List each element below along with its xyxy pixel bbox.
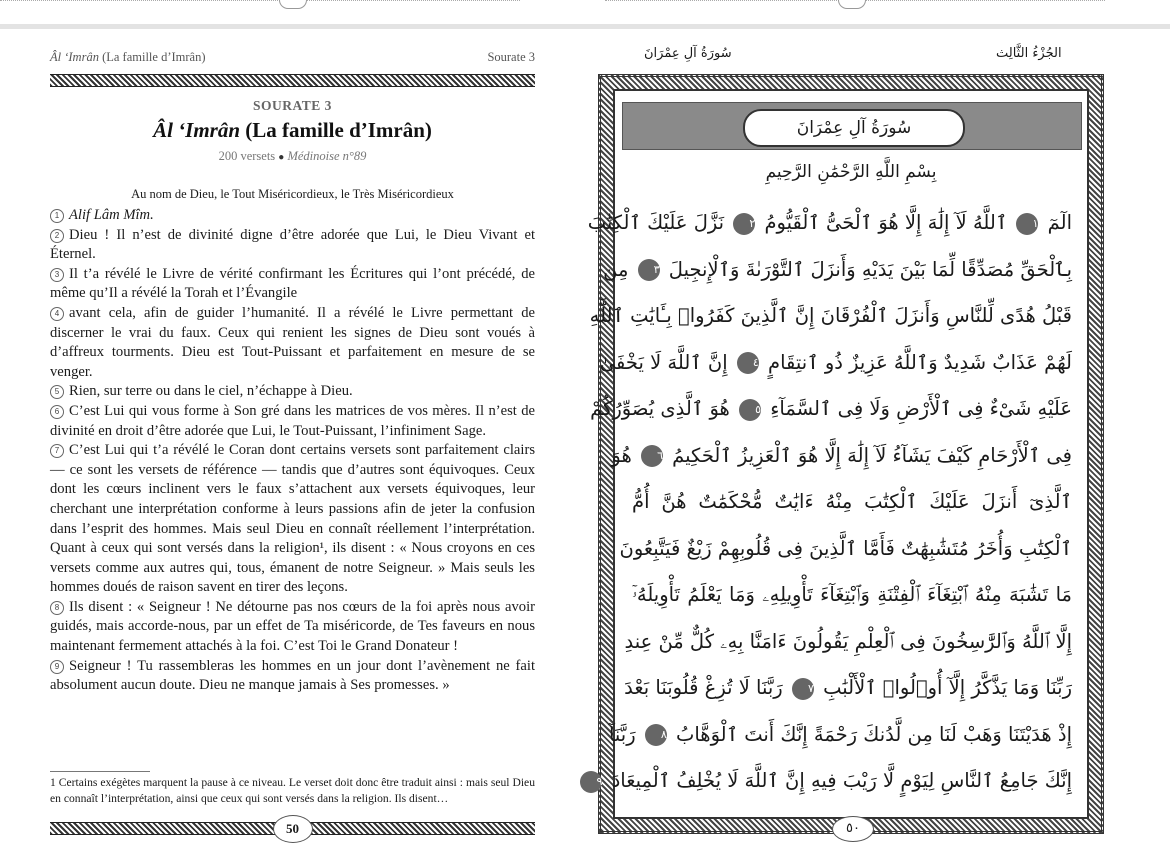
running-head-title-rest: (La famille d’Imrân) [102,50,206,64]
verse-number-icon: 4 [50,307,64,321]
arabic-line: بِٱلْحَقِّ مُصَدِّقًا لِّمَا بَيْنَ يَدَيْهِ وَأَنزَلَ ٱلتَّوْرَىٰةَ وَٱلْإِنجِيلَ ٣ مِن [603,257,1072,281]
verse-2 [50,226,535,265]
running-head-title [50,50,206,65]
verse-text: Ils disent : « Seigneur ! Ne détourne pas nos cœurs de la foi après nous avoir guidés, mais accorde-nous, par un effet de Ta miséricorde, de Tes faveurs en nous maintenant fermement attachés à la foi. C’est Toi le Grand Donateur ! [50,598,535,655]
arabic-line: عَلَيْهِ شَىْءٌ فِى ٱلْأَرْضِ وَلَا فِى ٱلسَّمَآءِ ٥ هُوَ ٱلَّذِى يُصَوِّرُكُمْ [590,397,1072,420]
verse-text: Seigneur ! Tu rassembleras les hommes en un jour dont l’avènement ne fait absolument aucun doute. Dieu ne manque jamais à Ses promesses. » [50,657,535,694]
right-page [587,46,1104,846]
basmala-french: Au nom de Dieu, le Tout Miséricordieux, le Très Miséricordieux [131,187,454,201]
arabic-line: فِى ٱلْأَرْحَامِ كَيْفَ يَشَآءُ لَآ إِلَٰهَ إِلَّا هُوَ ٱلْعَزِيزُ ٱلْحَكِيمُ ٦ هُوَ [611,443,1072,467]
ayah-marker-icon: ٨ [645,724,667,746]
verse-6 [50,402,535,441]
arabic-line: لَهُمْ عَذَابٌ شَدِيدٌ وَٱللَّهُ عَزِيزٌ ذُو ٱنتِقَامٍ ٤ إِنَّ ٱللَّهَ لَا يَخْفَىٰ [599,350,1072,374]
verse-1 [50,206,535,226]
verse-number-icon: 3 [50,268,64,282]
verse-number-icon: 8 [50,601,64,615]
ayah-marker-icon: ٦ [641,445,663,467]
arabic-line: إِلَّا ٱللَّهُ وَٱلرَّٰسِخُونَ فِى ٱلْعِلْمِ يَقُولُونَ ءَامَنَّا بِهِۦ كُلٌّ مِّنْ عِندِ [624,629,1072,653]
footnote-separator [50,771,150,772]
arabic-line: إِنَّكَ جَامِعُ ٱلنَّاسِ لِيَوْمٍ لَّا رَيْبَ فِيهِ إِنَّ ٱللَّهَ لَا يُخْلِفُ ٱلْمِيعَادَ ٩ [632,758,1072,805]
verse-9 [50,657,535,696]
verse-text: C’est Lui qui vous forme à Son gré dans les matrices de vos mères. Il n’est de divinité en droit d’être adorée que Lui, le Tout-Puissant, l’infiniment Sage. [50,402,535,439]
verse-number-icon: 5 [50,385,64,399]
ayah-marker-icon: ٤ [737,352,759,374]
ornamental-band-top [50,74,535,87]
verse-count: 200 versets [218,149,276,163]
arabic-line: ٱلْكِتَٰبِ وَأُخَرُ مُتَشَٰبِهَٰتٌ فَأَمَّا ٱلَّذِينَ فِى قُلُوبِهِمْ زَيْغٌ فَيَتَّبِعُونَ [619,536,1072,560]
verse-4 [50,304,535,382]
sura-banner [622,102,1082,150]
running-head-sourate: Sourate 3 [487,50,535,64]
revelation-order: Médinoise n°89 [287,149,367,163]
sura-running-head: سُورَةُ آلِ عِمْرَانَ [644,46,732,61]
verse-text: C’est Lui qui t’a révélé le Coran dont certains versets sont parfaitement clairs — ce sont les versets de référence — tandis que d’autres sont équivoques. Ceux dont les cœurs inclinent vers le faux s’attachent aux versets équivoques, leur cherchant une interprétation conforme à leurs passions afin de jeter la confusion dans l’esprit des hommes. Mais seul Dieu en connaît réellement l’interprétation. Quant à ceux qui sont versés dans la religion¹, ils disent : « Nous croyons en ces versets comme aux autres qui, tous, émanent de notre Seigneur. » Mais seuls les hommes doués de raison savent en tirer des leçons. [50,442,535,596]
verse-number-icon: 7 [50,444,64,458]
ayah-marker-icon: ٢ [733,213,755,235]
verse-5 [50,382,535,402]
arabic-line: قَبْلُ هُدًى لِّلنَّاسِ وَأَنزَلَ ٱلْفُرْقَانَ إِنَّ ٱلَّذِينَ كَفَرُوا۟ بِـَٔايَٰتِ ٱللَّهِ [589,304,1072,327]
sura-banner-title: سُورَةُ آلِ عِمْرَانَ [743,109,965,147]
ayah-marker-icon: ٩ [580,771,602,793]
verse-number-icon: 2 [50,229,64,243]
ayah-marker-icon: ٣ [638,259,660,281]
verse-number-icon: 6 [50,405,64,419]
verse-8 [50,598,535,657]
arabic-line: رَبِّنَا وَمَا يَذَّكَّرُ إِلَّآ أُو۟لُوا۟ ٱلْأَلْبَٰبِ ٧ رَبَّنَا لَا تُزِغْ قُلُوبَنَا بَعْدَ [624,676,1072,699]
footnote: 1 Certains exégètes marquent la pause à ce niveau. Le verset doit donc être traduit ainsi : mais seul Dieu en connaît l’interprétation, ainsi que ceux qui sont versés dans la religion. Ils disent… [50,776,535,805]
top-ornament-right [838,0,866,9]
verse-7 [50,441,535,598]
sourate-label: SOURATE 3 [253,98,332,113]
arabic-line: مَا تَشَٰبَهَ مِنْهُ ٱبْتِغَآءَ ٱلْفِتْنَةِ وَٱبْتِغَآءَ تَأْوِيلِهِۦ وَمَا يَعْلَمُ تَأْوِيلَهُۥٓ [632,583,1072,606]
top-divider-bar [0,24,1170,29]
verse-text: Alif Lâm Mîm. [69,207,154,223]
ayah-marker-icon: ٧ [792,678,814,700]
verse-number-icon: 9 [50,660,64,674]
left-page [50,46,535,846]
verse-text: Dieu ! Il n’est de divinité digne d’être adorée que Lui, le Dieu Vivant et Éternel. [50,226,535,263]
verse-text: Rien, sur terre ou dans le ciel, n’échappe à Dieu. [69,383,353,400]
verse-text: avant cela, afin de guider l’humanité. Il a révélé le Livre permettant de discerner le vrai du faux. Ceux qui renient les signes de Dieu sont voués à d’affreux tourments. Dieu est Tout-Puissant et parfaitement en mesure de se venger. [50,304,535,380]
sura-info [50,149,535,164]
top-ornament-left [279,0,307,9]
running-head-title-italic: Âl ‘Imrân [50,50,99,64]
arabic-line: إِذْ هَدَيْتَنَا وَهَبْ لَنَا مِن لَّدُنكَ رَحْمَةً إِنَّكَ أَنتَ ٱلْوَهَّابُ ٨ رَبَّنَآ [608,722,1072,746]
sura-title-italic: Âl ‘Imrân [153,118,241,142]
top-strip [0,0,1170,34]
arabic-text-block [587,200,1072,805]
arabic-page-number: ٥٠ [832,816,874,842]
bullet-icon: ● [278,152,285,163]
page-number: 50 [273,815,313,843]
verse-3 [50,265,535,304]
arabic-line: الٓمٓ ١ ٱللَّهُ لَآ إِلَٰهَ إِلَّا هُوَ ٱلْحَىُّ ٱلْقَيُّومُ ٢ نَزَّلَ عَلَيْكَ ٱلْكِتَٰبَ [587,211,1072,234]
basmala-arabic: بِسْمِ اللَّهِ الرَّحْمَٰنِ الرَّحِيمِ [765,162,937,182]
verse-number-icon: 1 [50,209,64,223]
verse-text: Il t’a révélé le Livre de vérité confirmant les Écritures qui l’ont précédé, de même qu’Il a révélé la Torah et l’Évangile [50,265,535,302]
sura-title-rest: (La famille d’Imrân) [245,118,432,142]
arabic-line: ٱلَّذِىٓ أَنزَلَ عَلَيْكَ ٱلْكِتَٰبَ مِنْهُ ءَايَٰتٌ مُّحْكَمَٰتٌ هُنَّ أُمُّ [632,490,1072,513]
sura-title [50,118,535,143]
ayah-marker-icon: ١ [1016,213,1038,235]
juz-label: الجُزْءُ الثَّالِث [996,46,1062,61]
ayah-marker-icon: ٥ [739,399,761,421]
verse-list [50,206,535,696]
ornamental-band-bottom [50,822,535,835]
top-dotted-rule-left [0,0,520,6]
